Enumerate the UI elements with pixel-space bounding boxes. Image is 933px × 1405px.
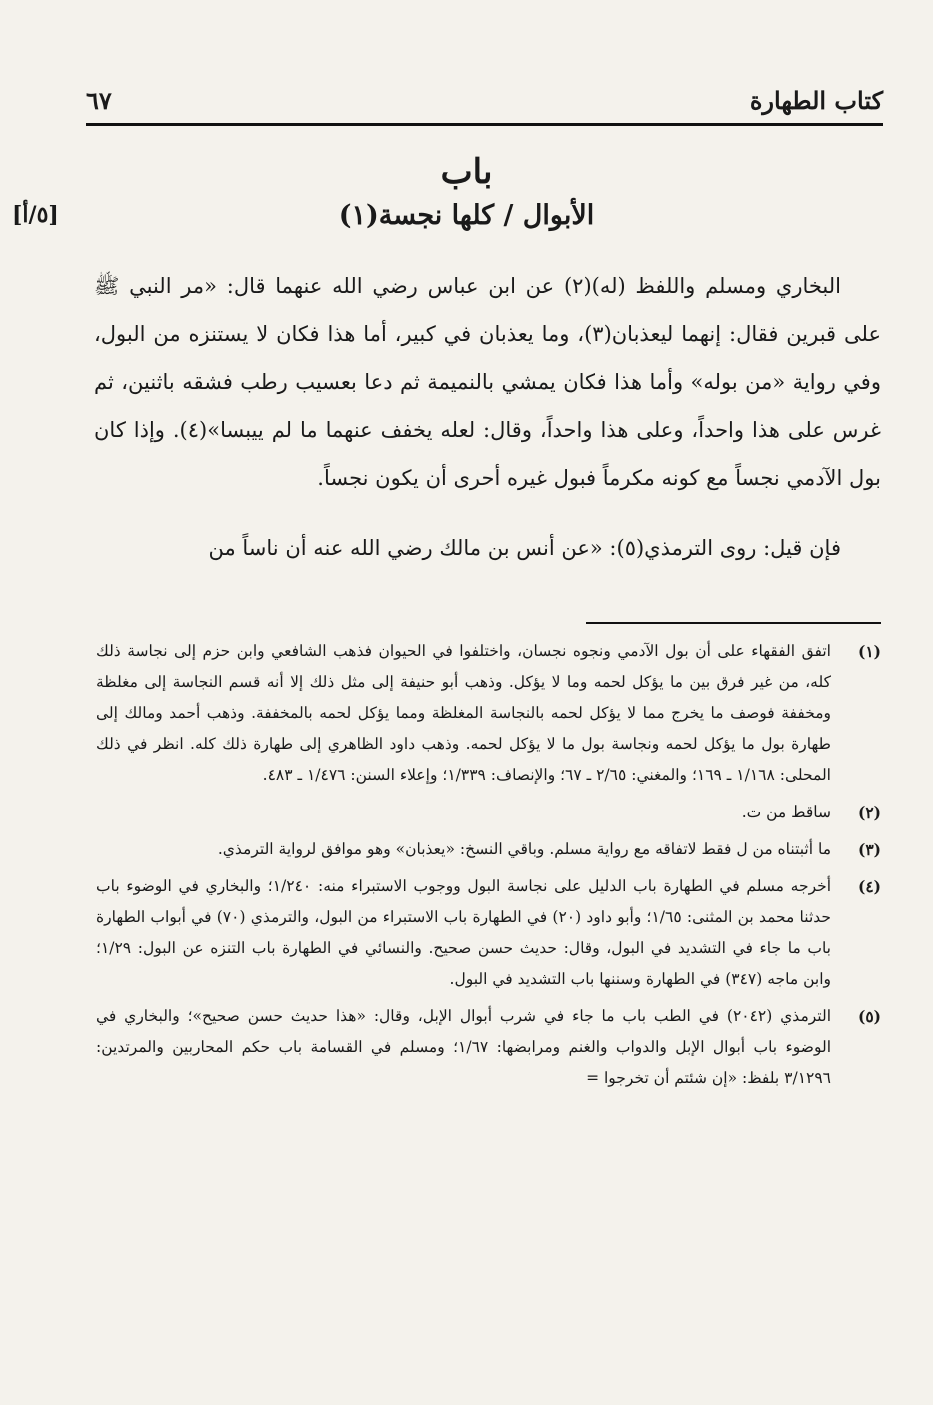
footnote [96,797,881,828]
header-divider [86,123,883,126]
footnote-number: (٤) [857,877,881,896]
running-title: كتاب الطهارة [749,86,883,115]
chapter-title: الأبوال / كلها نجسة(١) [338,200,595,231]
footnote-text: أخرجه مسلم في الطهارة باب الدليل على نجاسة البول ووجوب الاستبراء منه: ١/٢٤٠؛ والبخاري في الوضوء باب حدثنا محمد بن المثنى: ١/٦٥؛ وأبو داود (٢٠) في الطهارة باب الاستبراء من البول، والترمذي (٧٠) في أبواب الطهارة باب ما جاء في التشديد في البول، وقال: حديث حسن صحيح. والنسائي في الطهارة باب التنزه عن البول: ١/٢٩؛ وابن ماجه (٣٤٧) في الطهارة وسننها باب التشديد في البول. [96,877,832,988]
manuscript-folio-marker: [٥/أ] [12,202,59,228]
footnote-number: (٥) [857,1007,881,1026]
main-text [94,262,881,572]
footnote [96,636,881,791]
footnote [96,1001,881,1094]
footnote-number: (٢) [857,803,881,822]
footnote [96,834,881,865]
page-number: ٦٧ [86,86,112,115]
body-paragraph: البخاري ومسلم واللفظ (له)(٢) عن ابن عباس رضي الله عنهما قال: «مر النبي ﷺ على قبرين فقال: إنهما ليعذبان(٣)، وما يعذبان في كبير، أما هذا فكان لا يستنزه من البول، وفي رواية «من بوله» وأما هذا فكان يمشي بالنميمة ثم دعا بعسيب رطب فشقه باثنين، ثم غرس على هذا واحداً، وعلى هذا واحداً، وقال: لعله يخفف عنهما ما لم ييبسا»(٤). وإذا كان بول الآدمي نجساً مع كونه مكرماً فبول غيره أحرى أن يكون نجساً. [94,274,882,490]
chapter-heading: باب [440,152,493,192]
footnote-text: ما أثبتناه من ل فقط لاتفاقه مع رواية مسلم. وباقي النسخ: «يعذبان» وهو موافق لرواية الترمذي. [217,840,831,858]
footnote [96,871,881,995]
footnote-text: الترمذي (٢٠٤٢) في الطب باب ما جاء في شرب أبوال الإبل، وقال: «هذا حديث حسن صحيح»؛ والبخاري في الوضوء باب أبوال الإبل والدواب والغنم ومرابضها: ١/٦٧؛ ومسلم في القسامة باب حكم المحاربين والمرتدين: ٣/١٢٩٦ بلفظ: «إن شئتم أن تخرجوا = [96,1007,832,1087]
footnote-text: ساقط من ت. [741,803,831,821]
body-paragraph: فإن قيل: روى الترمذي(٥): «عن أنس بن مالك رضي الله عنه أن ناساً من [208,536,841,560]
footnote-number: (٣) [857,840,881,859]
footnotes [96,636,881,1100]
footnote-number: (١) [857,642,881,661]
footnote-text: اتفق الفقهاء على أن بول الآدمي ونجوه نجسان، واختلفوا في الحيوان فذهب الشافعي وابن حزم إلى نجاسة ذلك كله، من غير فرق بين ما يؤكل لحمه وما لا يؤكل. وذهب أبو حنيفة إلى مثل ذلك إلا أنه قسم النجاسة إلى مغلظة ومخففة فوصف ما يخرج مما لا يؤكل لحمه بالنجاسة المغلظة ومما يؤكل لحمه بالمخففة. وذهب أحمد ومالك إلى طهارة بول ما يؤكل لحمه ونجاسة بول ما لا يؤكل لحمه. وذهب داود الظاهري إلى طهارة ذلك كله. انظر في ذلك المحلى: ١/١٦٨ ـ ١٦٩؛ والمغني: ٢/٦٥ ـ ٦٧؛ والإنصاف: ١/٣٣٩؛ وإعلاء السنن: ١/٤٧٦ ـ ٤٨٣. [96,642,831,784]
footnote-divider [586,622,881,624]
running-header [86,82,883,122]
